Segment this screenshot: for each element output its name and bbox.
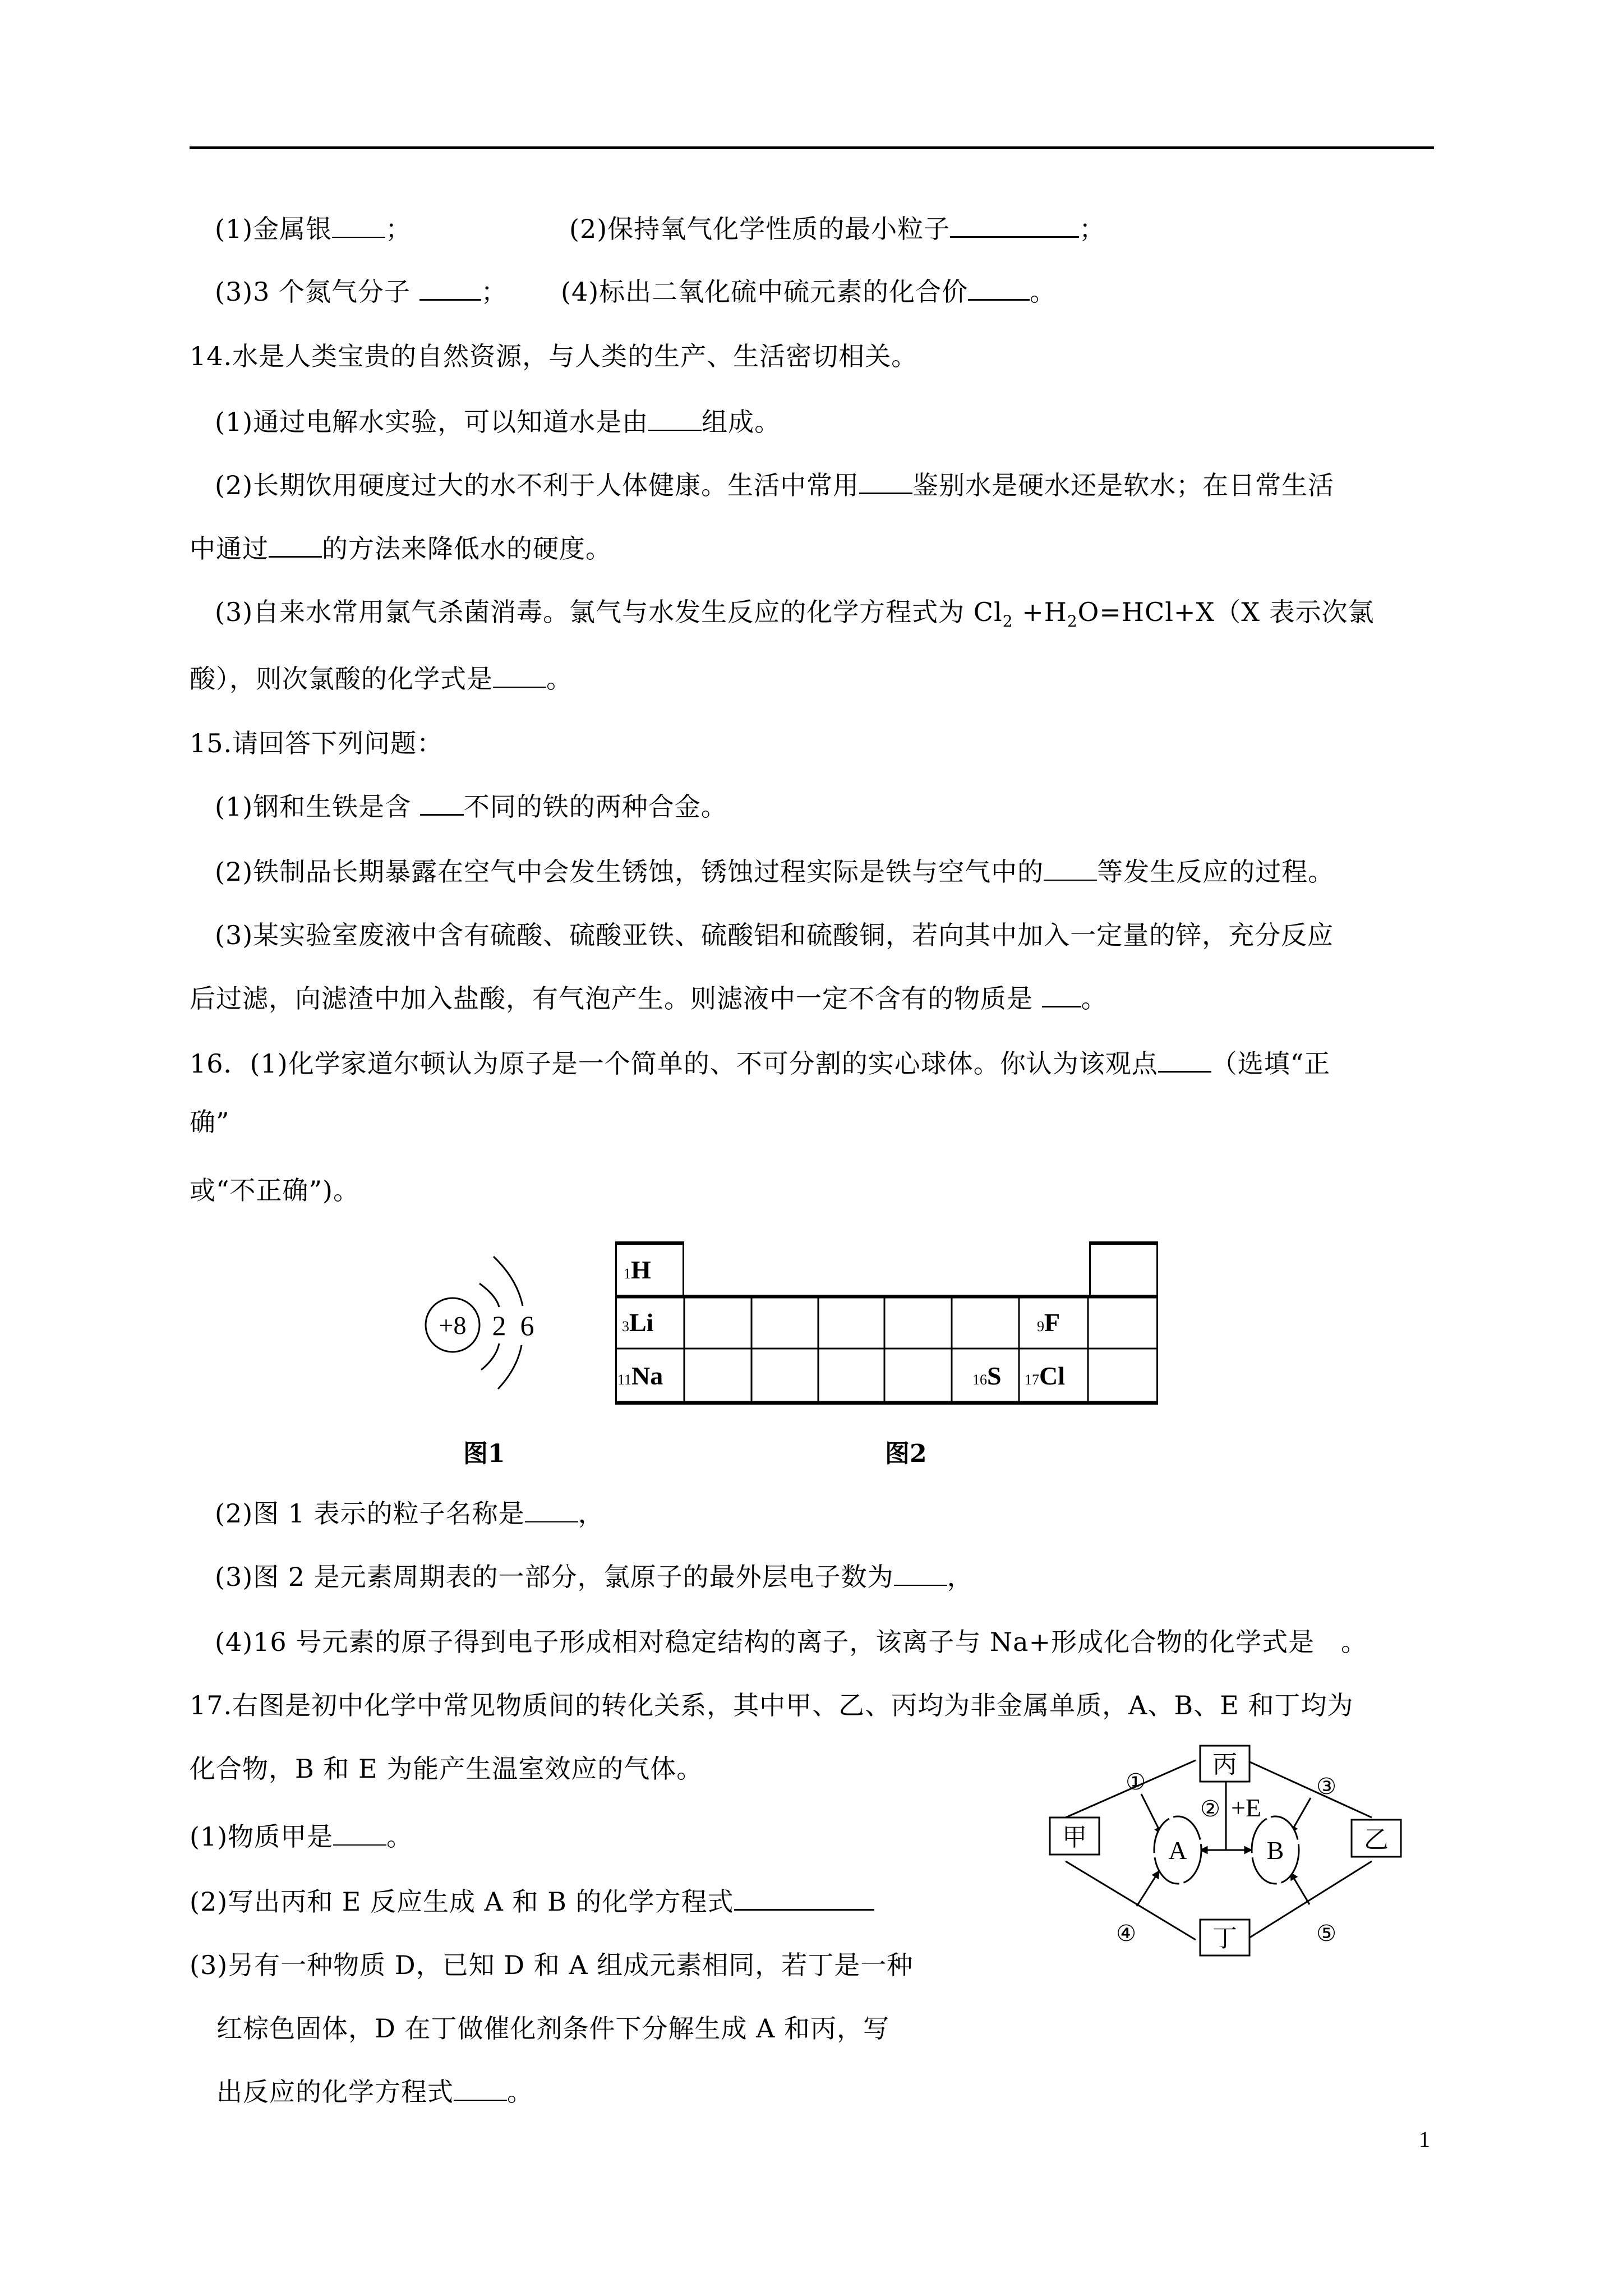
pt-cell-S [972,1361,1002,1391]
answer-blank[interactable] [894,1562,947,1586]
pt-cell-Cl [1025,1361,1065,1391]
punct: ； [1079,214,1106,244]
q16-part4: (4)16 号元素的原子得到电子形成相对稳定结构的离子，该离子与 Na+形成化合物的化学式是 。 [215,1627,1368,1657]
atomic-number: 16 [972,1372,987,1388]
q14-part3-cont [190,662,573,696]
punct: ； [385,214,412,244]
element-symbol: H [631,1255,651,1284]
pt-cell-F [1037,1308,1060,1337]
q14-p3-text-c: O=HCl+X（X 表示次氯 [1077,597,1375,627]
q16-part3 [215,1560,974,1594]
q15-part3-cont [190,982,1108,1015]
atomic-number: 17 [1025,1372,1039,1388]
pt-cell-Li [622,1308,653,1337]
figure-1-caption: 图1 [463,1439,505,1468]
punct: 。 [1081,983,1108,1014]
q15-p3-cont-text: 后过滤，向滤渣中加入盐酸，有气泡产生。则滤液中一定不含有的物质是 [190,983,1042,1014]
subscript: 2 [1067,612,1078,631]
q13-p1-text: (1)金属银 [215,214,333,244]
element-symbol: Li [629,1308,654,1337]
atomic-number: 1 [624,1266,631,1282]
q14-part3 [215,595,1375,638]
atomic-number: 3 [622,1318,629,1335]
q14-p2-text: (2)长期饮用硬度过大的水不利于人体健康。生活中常用 [215,470,860,500]
shell-1-electrons: 2 [492,1310,506,1341]
q17-p2-text: (2)写出丙和 E 反应生成 A 和 B 的化学方程式 [190,1887,734,1917]
q14-stem: 14.水是人类宝贵的自然资源，与人类的生产、生活密切相关。 [190,341,918,371]
shell-2-arc-bottom [498,1345,522,1389]
q14-part2 [215,468,1334,502]
punct: ； [481,277,508,307]
q16-part1 [190,1047,1330,1080]
label-A: A [1168,1836,1187,1865]
q15-part2 [215,855,1334,889]
q16-p3-text: (3)图 2 是元素周期表的一部分，氯原子的最外层电子数为 [215,1562,894,1592]
shell-1-arc-bottom [481,1343,499,1370]
answer-blank[interactable] [454,2077,507,2101]
arrow-5 [1290,1872,1310,1904]
q14-p2-cont-text: 中通过 [190,533,269,564]
figure-2-periodic-table [615,1241,1158,1404]
q17-part3: (3)另有一种物质 D，已知 D 和 A 组成元素相同，若丁是一种 [190,1950,914,1980]
answer-blank[interactable] [1042,983,1081,1007]
label-plus-e: +E [1230,1793,1262,1822]
step-2: ② [1200,1796,1220,1822]
answer-blank[interactable] [968,277,1030,301]
q17-part3-cont: 红棕色固体，D 在丁做催化剂条件下分解生成 A 和丙，写 [216,2013,889,2044]
shell-2-arc-top [494,1257,523,1306]
q14-p1-tail: 组成。 [702,407,781,437]
q16-part1-cont: 确” [190,1107,230,1137]
punct: ， [947,1562,974,1592]
step-3: ③ [1316,1774,1336,1800]
answer-blank[interactable] [269,533,322,558]
q17-part1 [190,1820,413,1853]
q16-p1-tail: （选填“正 [1211,1048,1331,1079]
subscript: 2 [1002,612,1013,631]
arrow-4 [1137,1871,1159,1906]
q17-p3-cont-text: 出反应的化学方程式 [216,2077,454,2107]
answer-blank[interactable] [1044,857,1097,881]
answer-blank[interactable] [333,1822,386,1846]
punct: 。 [1030,277,1057,307]
q13-p3-text: (3)3 个氮气分子 [215,277,419,307]
q15-stem: 15.请回答下列问题： [190,728,444,758]
answer-blank[interactable] [1158,1048,1211,1073]
header-rule [190,146,1434,149]
q15-p1-text: (1)钢和生铁是含 [215,792,420,822]
atomic-number: 11 [617,1372,632,1388]
q13-p4-text: (4)标出二氧化硫中硫元素的化合价 [561,277,969,307]
q15-part3: (3)某实验室废液中含有硫酸、硫酸亚铁、硫酸铝和硫酸铜，若向其中加入一定量的锌，充分反应 [215,920,1334,950]
edge-bing-yi [1246,1760,1372,1818]
element-symbol: Na [631,1361,663,1390]
q15-p2-tail: 等发生反应的过程。 [1097,857,1335,887]
pt-cell-empty [1089,1241,1158,1297]
pt-cell-Na [617,1361,663,1391]
punct: 。 [507,2077,533,2107]
q14-p3-text-b: +H [1013,597,1067,627]
q14-p2-tail: 鉴别水是硬水还是软水；在日常生活 [912,470,1335,500]
label-bing: 丙 [1212,1750,1237,1779]
shell-2-electrons: 6 [520,1310,534,1341]
q14-p3-cont-text: 酸），则次氯酸的化学式是 [190,664,493,694]
q17-p1-text: (1)物质甲是 [190,1821,334,1852]
element-symbol: S [987,1361,1002,1390]
q13-part2 [569,212,1105,246]
q16-part1-cont2: 或“不正确”)。 [190,1175,359,1205]
q15-part1 [215,790,727,823]
arrow-1 [1141,1794,1161,1834]
q16-part2 [215,1497,605,1530]
q14-part2-cont [190,532,612,565]
step-5: ⑤ [1316,1921,1336,1947]
punct: 。 [546,664,573,694]
figure-2-caption: 图2 [885,1439,927,1468]
element-symbol: Cl [1039,1361,1065,1390]
answer-blank[interactable] [493,664,546,688]
q16-p1-text: 16．(1)化学家道尔顿认为原子是一个简单的、不可分割的实心球体。你认为该观点 [190,1048,1158,1079]
q13-p2-text: (2)保持氧气化学性质的最小粒子 [569,214,951,244]
answer-blank[interactable] [332,214,385,238]
answer-blank[interactable] [419,277,481,301]
q17-stem: 17.右图是初中化学中常见物质间的转化关系，其中甲、乙、丙均为非金属单质，A、B、E 和丁均为 [190,1690,1354,1720]
punct: 。 [386,1821,413,1852]
q17-part3-cont2 [216,2075,533,2109]
label-yi: 乙 [1364,1825,1389,1854]
punct: ， [578,1498,605,1529]
q14-p3-text: (3)自来水常用氯气杀菌消毒。氯气与水发生反应的化学方程式为 Cl [215,597,1003,627]
label-B: B [1266,1836,1284,1865]
q17-part2 [190,1885,874,1918]
q17-conversion-diagram [1043,1745,1424,2003]
step-1: ① [1126,1769,1146,1795]
label-ding: 丁 [1212,1924,1237,1953]
q13-part3 [215,275,508,309]
step-4: ④ [1116,1921,1136,1947]
figure-1-atom-diagram [393,1234,606,1425]
answer-blank[interactable] [734,1887,874,1911]
label-jia: 甲 [1062,1823,1087,1852]
answer-blank[interactable] [525,1499,578,1522]
q14-p1-text: (1)通过电解水实验，可以知道水是由 [215,407,649,437]
answer-blank[interactable] [859,470,912,494]
q14-p2-cont-tail: 的方法来降低水的硬度。 [322,533,612,564]
nucleus-charge: +8 [439,1311,467,1340]
atomic-number: 9 [1037,1318,1044,1335]
q13-part1 [215,212,412,246]
page-number: 1 [1419,2127,1430,2152]
pt-cell-H [615,1241,684,1297]
q17-stem-cont: 化合物，B 和 E 为能产生温室效应的气体。 [190,1754,703,1784]
q15-p1-tail: 不同的铁的两种合金。 [463,792,727,822]
answer-blank[interactable] [950,214,1079,238]
element-symbol: F [1044,1308,1061,1337]
q14-part1 [215,405,781,439]
shell-1-arc-top [479,1283,499,1307]
q13-part4 [561,275,1056,309]
answer-blank[interactable] [420,792,464,816]
answer-blank[interactable] [648,407,702,431]
q16-p2-text: (2)图 1 表示的粒子名称是 [215,1498,525,1529]
pt-grid [615,1295,1158,1405]
q15-p2-text: (2)铁制品长期暴露在空气中会发生锈蚀，锈蚀过程实际是铁与空气中的 [215,857,1044,887]
